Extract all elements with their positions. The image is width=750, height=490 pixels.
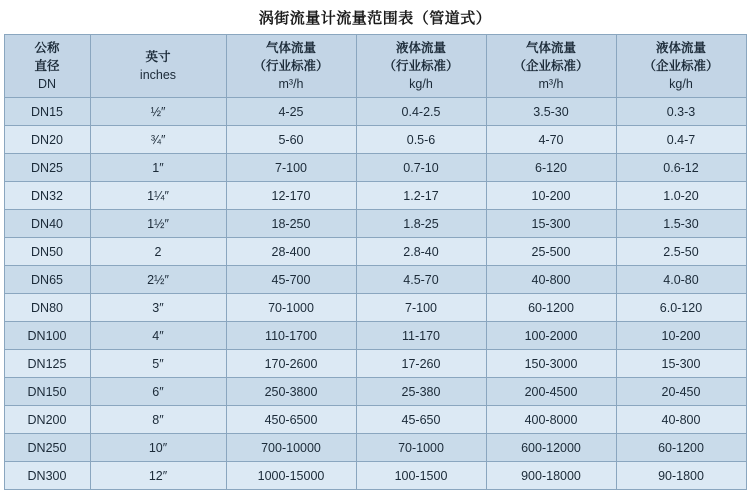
header-line-3: m³/h bbox=[538, 77, 564, 92]
cell-gas-enterprise: 6-120 bbox=[486, 154, 616, 182]
table-row bbox=[4, 294, 746, 322]
cell-liquid-enterprise: 6.0-120 bbox=[616, 294, 746, 322]
header-line-3: inches bbox=[139, 68, 177, 82]
cell-inch: ½″ bbox=[90, 98, 226, 126]
cell-inch: 1″ bbox=[90, 154, 226, 182]
cell-inch: 2½″ bbox=[90, 266, 226, 294]
cell-dn: DN20 bbox=[4, 126, 90, 154]
table-row bbox=[4, 350, 746, 378]
table-row bbox=[4, 98, 746, 126]
cell-gas-industry: 1000-15000 bbox=[226, 462, 356, 490]
cell-liquid-industry: 17-260 bbox=[356, 350, 486, 378]
table-row bbox=[4, 462, 746, 490]
cell-gas-industry: 12-170 bbox=[226, 182, 356, 210]
page-title: 涡街流量计流量范围表（管道式） bbox=[258, 10, 492, 27]
header-line-3: kg/h bbox=[409, 77, 433, 92]
cell-gas-enterprise: 600-12000 bbox=[486, 434, 616, 462]
cell-gas-industry: 4-25 bbox=[226, 98, 356, 126]
cell-gas-industry: 250-3800 bbox=[226, 378, 356, 406]
cell-gas-enterprise: 15-300 bbox=[486, 210, 616, 238]
cell-inch: 2 bbox=[90, 238, 226, 266]
cell-liquid-enterprise: 4.0-80 bbox=[616, 266, 746, 294]
cell-inch: 1½″ bbox=[90, 210, 226, 238]
cell-inch: 4″ bbox=[90, 322, 226, 350]
cell-gas-industry: 170-2600 bbox=[226, 350, 356, 378]
cell-inch: 12″ bbox=[90, 462, 226, 490]
header-row bbox=[4, 35, 746, 98]
cell-dn: DN15 bbox=[4, 98, 90, 126]
cell-gas-enterprise: 40-800 bbox=[486, 266, 616, 294]
cell-liquid-enterprise: 20-450 bbox=[616, 378, 746, 406]
cell-dn: DN200 bbox=[4, 406, 90, 434]
cell-liquid-enterprise: 1.5-30 bbox=[616, 210, 746, 238]
header-line-1: 液体流量 bbox=[395, 40, 446, 55]
cell-inch: 1¼″ bbox=[90, 182, 226, 210]
cell-liquid-industry: 25-380 bbox=[356, 378, 486, 406]
header-line-3: DN bbox=[37, 77, 57, 92]
cell-liquid-enterprise: 2.5-50 bbox=[616, 238, 746, 266]
header-line-1: 英寸 bbox=[145, 49, 171, 64]
cell-gas-enterprise: 900-18000 bbox=[486, 462, 616, 490]
cell-gas-enterprise: 25-500 bbox=[486, 238, 616, 266]
cell-liquid-industry: 0.4-2.5 bbox=[356, 98, 486, 126]
cell-gas-enterprise: 60-1200 bbox=[486, 294, 616, 322]
cell-gas-industry: 18-250 bbox=[226, 210, 356, 238]
header-line-3: kg/h bbox=[669, 77, 693, 92]
cell-gas-industry: 700-10000 bbox=[226, 434, 356, 462]
cell-dn: DN250 bbox=[4, 434, 90, 462]
table-row bbox=[4, 406, 746, 434]
cell-inch: ¾″ bbox=[90, 126, 226, 154]
cell-dn: DN65 bbox=[4, 266, 90, 294]
column-header-liquid-flow-industry bbox=[356, 35, 486, 98]
cell-dn: DN25 bbox=[4, 154, 90, 182]
cell-liquid-enterprise: 60-1200 bbox=[616, 434, 746, 462]
table-row bbox=[4, 434, 746, 462]
cell-gas-enterprise: 200-4500 bbox=[486, 378, 616, 406]
cell-gas-industry: 5-60 bbox=[226, 126, 356, 154]
header-line-2: （企业标准） bbox=[643, 58, 719, 73]
cell-liquid-industry: 11-170 bbox=[356, 322, 486, 350]
header-line-2: 直径 bbox=[34, 58, 60, 73]
cell-inch: 3″ bbox=[90, 294, 226, 322]
cell-gas-industry: 70-1000 bbox=[226, 294, 356, 322]
cell-dn: DN150 bbox=[4, 378, 90, 406]
cell-liquid-enterprise: 15-300 bbox=[616, 350, 746, 378]
header-line-2: （行业标准） bbox=[253, 58, 329, 73]
cell-liquid-industry: 7-100 bbox=[356, 294, 486, 322]
cell-liquid-industry: 0.7-10 bbox=[356, 154, 486, 182]
header-line-2: （企业标准） bbox=[513, 58, 589, 73]
cell-dn: DN50 bbox=[4, 238, 90, 266]
table-row bbox=[4, 266, 746, 294]
cell-liquid-industry: 70-1000 bbox=[356, 434, 486, 462]
cell-inch: 10″ bbox=[90, 434, 226, 462]
cell-liquid-industry: 2.8-40 bbox=[356, 238, 486, 266]
cell-liquid-industry: 1.2-17 bbox=[356, 182, 486, 210]
cell-liquid-industry: 100-1500 bbox=[356, 462, 486, 490]
table-row bbox=[4, 182, 746, 210]
cell-liquid-enterprise: 10-200 bbox=[616, 322, 746, 350]
cell-dn: DN32 bbox=[4, 182, 90, 210]
cell-gas-enterprise: 400-8000 bbox=[486, 406, 616, 434]
header-line-3: m³/h bbox=[278, 77, 304, 92]
table-row bbox=[4, 154, 746, 182]
cell-gas-enterprise: 10-200 bbox=[486, 182, 616, 210]
column-header-gas-flow-enterprise bbox=[486, 35, 616, 98]
cell-dn: DN125 bbox=[4, 350, 90, 378]
cell-gas-industry: 7-100 bbox=[226, 154, 356, 182]
cell-gas-industry: 28-400 bbox=[226, 238, 356, 266]
cell-gas-industry: 45-700 bbox=[226, 266, 356, 294]
cell-liquid-enterprise: 0.6-12 bbox=[616, 154, 746, 182]
header-line-1: 气体流量 bbox=[525, 40, 576, 55]
table-row bbox=[4, 322, 746, 350]
table-header bbox=[4, 35, 746, 98]
table-row bbox=[4, 238, 746, 266]
cell-dn: DN300 bbox=[4, 462, 90, 490]
column-header-liquid-flow-enterprise bbox=[616, 35, 746, 98]
cell-gas-enterprise: 100-2000 bbox=[486, 322, 616, 350]
cell-dn: DN100 bbox=[4, 322, 90, 350]
cell-liquid-industry: 45-650 bbox=[356, 406, 486, 434]
cell-inch: 8″ bbox=[90, 406, 226, 434]
cell-dn: DN80 bbox=[4, 294, 90, 322]
cell-liquid-enterprise: 0.3-3 bbox=[616, 98, 746, 126]
cell-liquid-industry: 4.5-70 bbox=[356, 266, 486, 294]
cell-inch: 6″ bbox=[90, 378, 226, 406]
cell-dn: DN40 bbox=[4, 210, 90, 238]
table-row bbox=[4, 378, 746, 406]
column-header-nominal-diameter bbox=[4, 35, 90, 98]
column-header-inches bbox=[90, 35, 226, 98]
cell-inch: 5″ bbox=[90, 350, 226, 378]
cell-liquid-enterprise: 90-1800 bbox=[616, 462, 746, 490]
header-line-1: 公称 bbox=[34, 40, 60, 55]
cell-gas-enterprise: 150-3000 bbox=[486, 350, 616, 378]
cell-liquid-enterprise: 1.0-20 bbox=[616, 182, 746, 210]
header-line-2: （行业标准） bbox=[383, 58, 459, 73]
cell-liquid-enterprise: 0.4-7 bbox=[616, 126, 746, 154]
cell-gas-enterprise: 4-70 bbox=[486, 126, 616, 154]
cell-gas-industry: 450-6500 bbox=[226, 406, 356, 434]
table-row bbox=[4, 126, 746, 154]
cell-liquid-enterprise: 40-800 bbox=[616, 406, 746, 434]
cell-liquid-industry: 0.5-6 bbox=[356, 126, 486, 154]
table-row bbox=[4, 210, 746, 238]
cell-gas-enterprise: 3.5-30 bbox=[486, 98, 616, 126]
cell-gas-industry: 110-1700 bbox=[226, 322, 356, 350]
table-body bbox=[4, 98, 746, 490]
header-line-1: 液体流量 bbox=[655, 40, 706, 55]
flow-range-table bbox=[4, 34, 747, 490]
cell-liquid-industry: 1.8-25 bbox=[356, 210, 486, 238]
header-line-1: 气体流量 bbox=[265, 40, 316, 55]
column-header-gas-flow-industry bbox=[226, 35, 356, 98]
